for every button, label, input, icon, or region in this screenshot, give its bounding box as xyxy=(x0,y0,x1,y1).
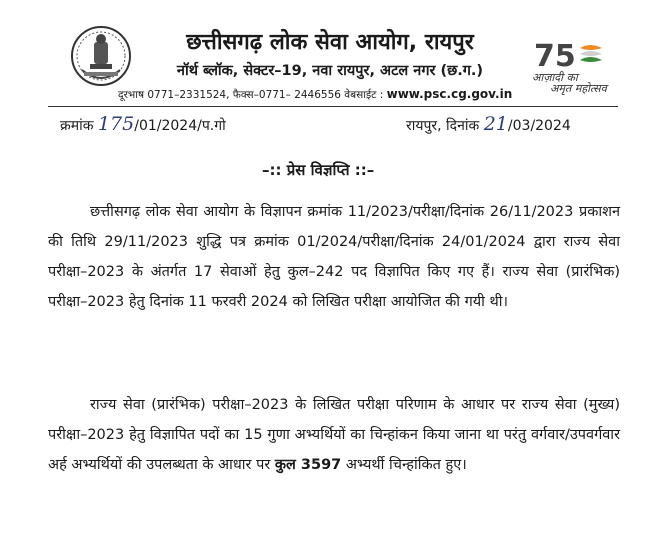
header-divider xyxy=(48,106,618,107)
date-prefix: रायपुर, दिनांक xyxy=(406,118,480,134)
reference-number xyxy=(60,114,226,136)
para2-text-end: अभ्यर्थी चिन्हांकित हुए। xyxy=(341,457,467,473)
body-paragraph-1: छत्तीसगढ़ लोक सेवा आयोग के विज्ञापन क्रमांक 11/2023/परीक्षा/दिनांक 26/11/2023 प्रकाशन की तिथि 29/11/2023 शुद्धि पत्र क्रमांक 01/2024/परीक्षा/दिनांक 24/01/2024 द्वारा राज्य सेवा परीक्षा–2023 के अंतर्गत 17 सेवाओं हेतु कुल–242 पद विज्ञापित किए गए हैं। राज्य सेवा (प्रारंभिक) परीक्षा–2023 हेतु दिनांक 11 फरवरी 2024 को लिखित परीक्षा आयोजित की गयी थी। xyxy=(48,204,620,310)
para2-text-start: राज्य सेवा (प्रारंभिक) परीक्षा–2023 के लिखित परीक्षा परिणाम के आधार पर राज्य सेवा (मुख्य) परीक्षा–2023 हेतु विज्ञापित पदों का 15 गुणा अभ्यर्थियों का चिन्हांकन किया जाना था परंतु वर्गवार/उपवर्गवार अर्ह अभ्यर्थियों की उपलब्धता के आधार पर xyxy=(48,397,620,473)
issue-date xyxy=(406,114,571,136)
contact-text: दूरभाष 0771–2331524, फैक्स–0771– 2446556 वेबसाईट : xyxy=(118,89,387,101)
commission-address: नॉर्थ ब्लॉक, सेक्टर–19, नवा रायपुर, अटल नगर (छ.ग.) xyxy=(176,63,484,79)
date-suffix: /03/2024 xyxy=(507,118,571,134)
reference-prefix: क्रमांक xyxy=(60,118,94,134)
azadi-ka-amrit-mahotsav-logo xyxy=(528,38,623,94)
reference-handwritten-number: 175 xyxy=(97,113,135,135)
state-emblem-icon xyxy=(70,24,132,90)
logo-line-1: आज़ादी का xyxy=(532,71,578,84)
commission-title: छत्तीसगढ़ लोक सेवा आयोग, रायपुर xyxy=(186,30,474,55)
date-handwritten-day: 21 xyxy=(483,113,508,135)
seventy-five-icon xyxy=(528,38,623,72)
logo-number: 75 xyxy=(534,39,576,72)
body-paragraph-2 xyxy=(48,390,620,480)
press-note-title: –:: प्रेस विज्ञप्ति ::– xyxy=(262,161,375,179)
logo-line-2: अमृत महोत्सव xyxy=(550,82,607,95)
commission-contact xyxy=(118,87,538,102)
website-link[interactable]: www.psc.cg.gov.in xyxy=(386,87,513,101)
para2-total-count: कुल 3597 xyxy=(274,457,342,473)
reference-suffix: /01/2024/प.गो xyxy=(134,118,226,134)
